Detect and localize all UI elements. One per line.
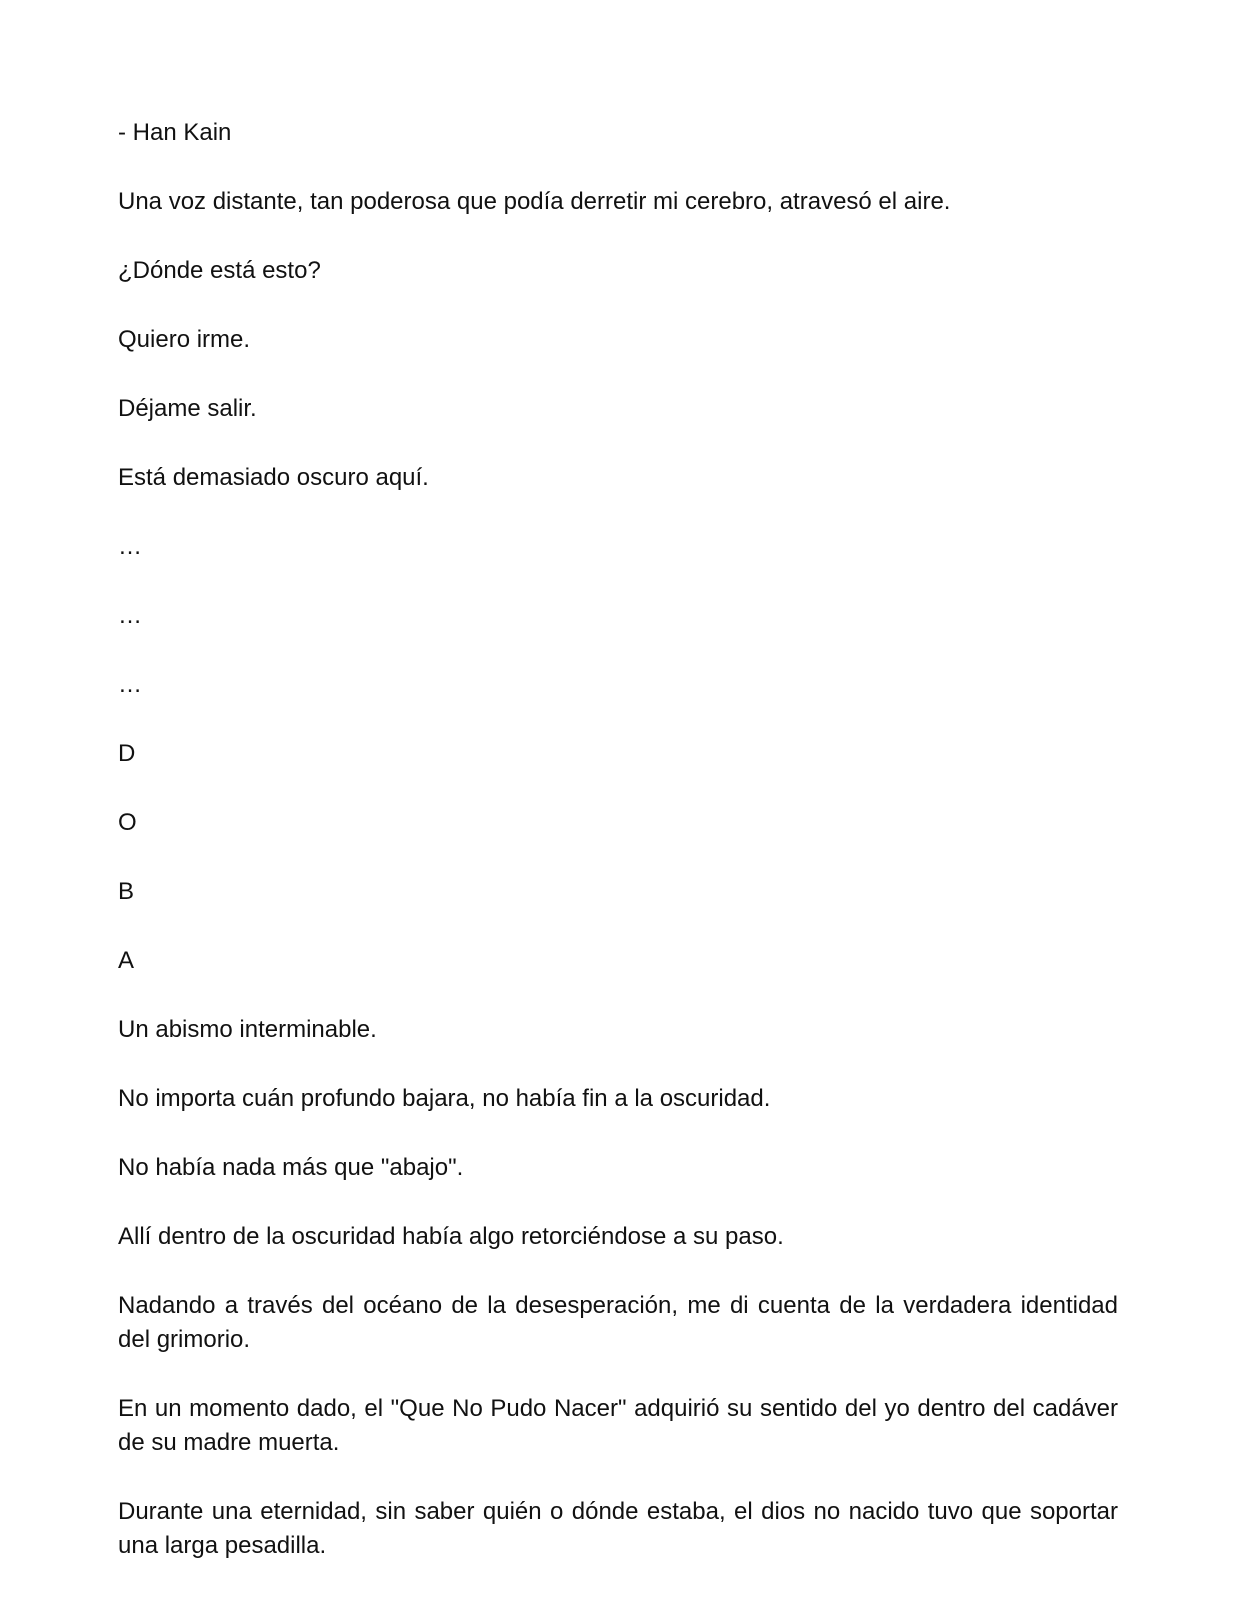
paragraph-nightmare: Durante una eternidad, sin saber quién o dónde estaba, el dios no nacido tuvo que soportar una larga pesadilla. (118, 1498, 1118, 1559)
paragraph-letter: A (118, 947, 135, 974)
paragraph-speaker: - Han Kain (118, 119, 232, 146)
paragraph-no-end: No importa cuán profundo bajara, no había fin a la oscuridad. (118, 1085, 771, 1112)
paragraph-too-dark: Está demasiado oscuro aquí. (118, 464, 429, 491)
paragraph-letter: O (118, 809, 137, 836)
paragraph-where: ¿Dónde está esto? (118, 257, 321, 284)
paragraph-ellipsis: … (118, 602, 142, 629)
paragraph-let-me-out: Déjame salir. (118, 395, 257, 422)
paragraph-letter: D (118, 740, 136, 767)
paragraph-ellipsis: … (118, 671, 142, 698)
paragraph-only-down: No había nada más que "abajo". (118, 1154, 464, 1181)
paragraph-ellipsis: … (118, 533, 142, 560)
paragraph-letter: B (118, 878, 135, 905)
paragraph-abyss: Un abismo interminable. (118, 1016, 377, 1043)
paragraph-distant-voice: Una voz distante, tan poderosa que podía derretir mi cerebro, atravesó el aire. (118, 188, 951, 215)
paragraph-unborn: En un momento dado, el "Que No Pudo Nacer" adquirió su sentido del yo dentro del cadáver de su madre muerta. (118, 1395, 1118, 1456)
paragraph-want-leave: Quiero irme. (118, 326, 251, 353)
paragraph-grimoire: Nadando a través del océano de la desesperación, me di cuenta de la verdadera identidad del grimorio. (118, 1292, 1118, 1353)
paragraph-writhing: Allí dentro de la oscuridad había algo retorciéndose a su paso. (118, 1223, 784, 1250)
